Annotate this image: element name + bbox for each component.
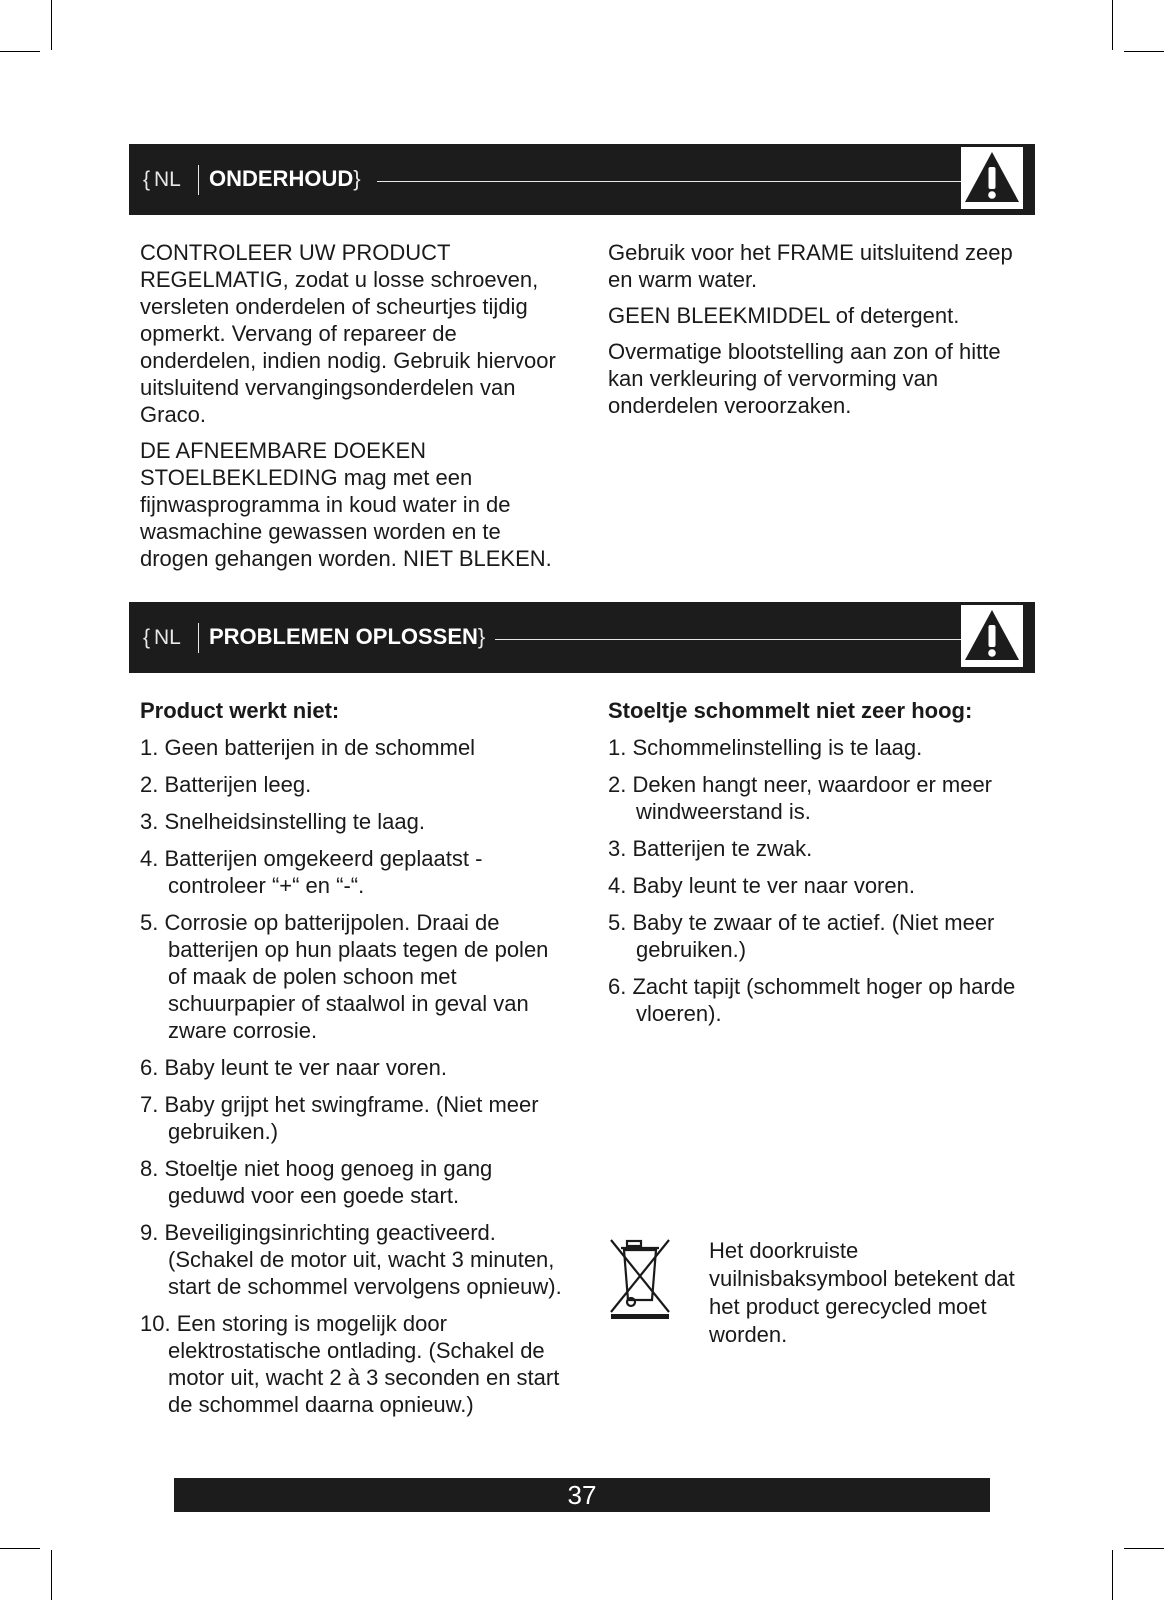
troubleshooting-list xyxy=(608,734,1033,1027)
list-heading: Stoeltje schommelt niet zeer hoog: xyxy=(608,698,973,723)
list-item: 5. Baby te zwaar of te actief. (Niet meer gebruiken.) xyxy=(608,910,995,962)
list-item: 9. Beveiligingsinrichting geactiveerd. (Schakel de motor uit, wacht 3 minuten, start de schommel vervolgens opnieuw). xyxy=(140,1220,562,1299)
header-rule xyxy=(377,181,963,182)
list-heading: Product werkt niet: xyxy=(140,698,340,723)
warning-triangle-icon xyxy=(961,605,1023,667)
list-item: 3. Batterijen te zwak. xyxy=(608,836,813,861)
section-header-onderhoud xyxy=(129,144,1035,215)
section-header-problemen-oplossen xyxy=(129,602,1035,673)
list-item: 5. Corrosie op batterijpolen. Draai de batterijen op hun plaats tegen de polen of maak de polen schoon met schuurpapier of staalwol in geval van zware corrosie. xyxy=(140,910,549,1043)
list-item: 10. Een storing is mogelijk door elektrostatische ontlading. (Schakel de motor uit, wacht 2 à 3 seconden en start de schommel daarna opnieuw.) xyxy=(140,1311,560,1417)
list-item: 7. Baby grijpt het swingframe. (Niet meer gebruiken.) xyxy=(140,1092,539,1144)
brace-close: } xyxy=(353,166,361,191)
paragraph: DE AFNEEMBARE DOEKEN STOELBEKLEDING mag met een fijnwasprogramma in koud water in de wasmachine gewassen worden en te drogen gehangen worden. NIET BLEKEN. xyxy=(140,438,552,571)
paragraph: Gebruik voor het FRAME uitsluitend zeep en warm water. xyxy=(608,240,1013,292)
crop-mark xyxy=(1124,51,1164,52)
list-item: 1. Geen batterijen in de schommel xyxy=(140,735,476,760)
troubleshooting-left-column xyxy=(140,697,565,1428)
paragraph: CONTROLEER UW PRODUCT REGELMATIG, zodat u losse schroeven, versleten onderdelen of scheurtjes tijdig opmerkt. Vervang of repareer de onderdelen, indien nodig. Gebruik hiervoor uitsluitend vervangingsonderdelen van Graco. xyxy=(140,240,556,427)
section-title-wrap xyxy=(209,624,485,650)
list-item: 1. Schommelinstelling is te laag. xyxy=(608,735,923,760)
maintenance-right-column xyxy=(608,239,1033,428)
recycle-note: Het doorkruiste vuilnisbaksymbool betekent dat het product gerecycled moet worden. xyxy=(709,1238,1015,1347)
brace-close: } xyxy=(477,624,486,649)
section-title-wrap xyxy=(209,166,361,192)
warning-triangle-icon xyxy=(961,147,1023,209)
paragraph: Overmatige blootstelling aan zon of hitte kan verkleuring of vervorming van onderdelen veroorzaken. xyxy=(608,339,1001,418)
crop-mark xyxy=(1112,1550,1113,1600)
section-title: PROBLEMEN OPLOSSEN xyxy=(209,624,478,649)
page-number: 37 xyxy=(567,1480,597,1510)
divider xyxy=(198,165,199,195)
header-rule xyxy=(495,639,963,640)
list-item: 2. Deken hangt neer, waardoor er meer windweerstand is. xyxy=(608,772,993,824)
brace-open: { xyxy=(143,168,151,191)
list-item: 6. Zacht tapijt (schommelt hoger op harde vloeren). xyxy=(608,974,1016,1026)
troubleshooting-right-column xyxy=(608,697,1033,1037)
list-item: 4. Baby leunt te ver naar voren. xyxy=(608,873,915,898)
crop-mark xyxy=(0,51,40,52)
troubleshooting-list xyxy=(140,734,565,1418)
language-tag: NL xyxy=(154,626,181,649)
paragraph: GEEN BLEEKMIDDEL of detergent. xyxy=(608,303,960,328)
crop-mark xyxy=(0,1548,40,1549)
maintenance-left-column xyxy=(140,239,565,581)
list-item: 8. Stoeltje niet hoog genoeg in gang geduwd voor een goede start. xyxy=(140,1156,493,1208)
crop-mark xyxy=(1112,0,1113,50)
crop-mark xyxy=(1124,1548,1164,1549)
divider xyxy=(198,623,199,653)
crop-mark xyxy=(51,0,52,50)
list-item: 3. Snelheidsinstelling te laag. xyxy=(140,809,425,834)
page-number-bar xyxy=(174,1478,990,1512)
language-tag: NL xyxy=(154,168,181,191)
list-item: 2. Batterijen leeg. xyxy=(140,772,312,797)
crossed-out-wheelie-bin-icon xyxy=(609,1238,671,1320)
crop-mark xyxy=(51,1550,52,1600)
list-item: 6. Baby leunt te ver naar voren. xyxy=(140,1055,447,1080)
brace-open: { xyxy=(143,626,151,649)
section-title: ONDERHOUD xyxy=(209,166,354,191)
list-item: 4. Batterijen omgekeerd geplaatst - controleer “+“ en “-“. xyxy=(140,846,483,898)
